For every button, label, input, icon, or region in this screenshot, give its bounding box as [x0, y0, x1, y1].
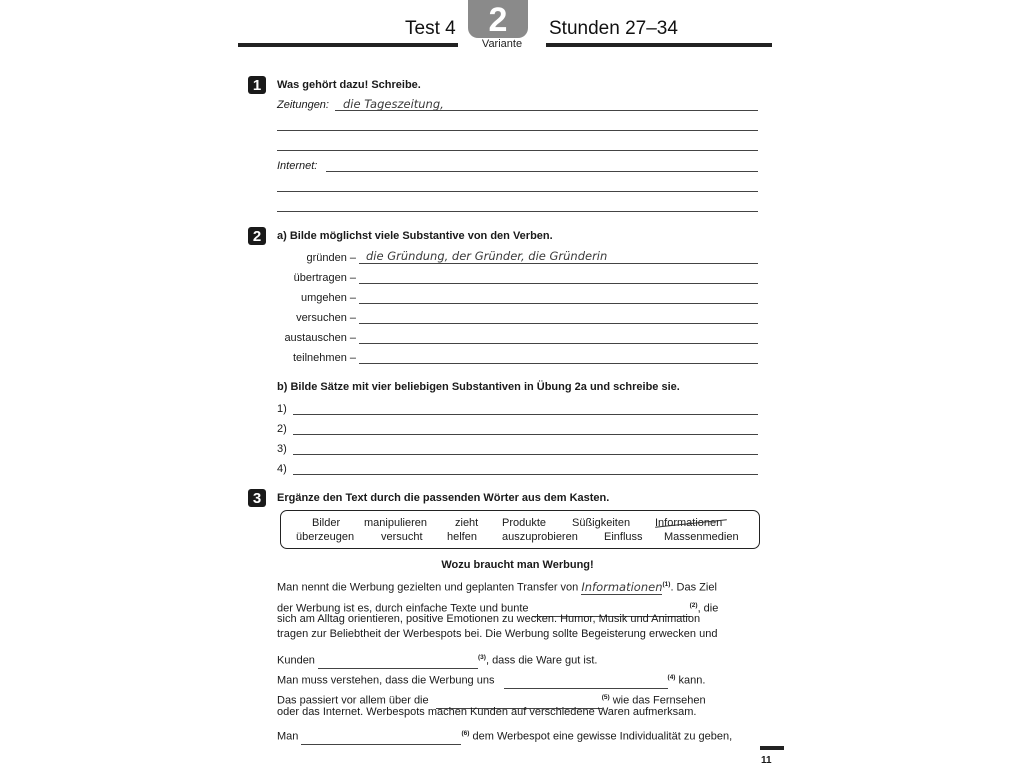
answer-line[interactable] [326, 171, 758, 172]
task-3-number: 3 [248, 489, 266, 507]
answer-line[interactable] [277, 130, 758, 131]
hours-label: Stunden 27–34 [549, 18, 678, 39]
variant-label: Variante [481, 38, 523, 50]
page-number-rule [760, 746, 784, 750]
word-box-item: auszuprobieren [502, 531, 578, 543]
verb-answer: die Gründung, der Gründer, die Gründerin [366, 249, 608, 263]
text-line: Man muss verstehen, dass die Werbung uns $^{(4)}$ kann. [277, 671, 705, 689]
answer-line[interactable] [359, 343, 758, 344]
verb-label: umgehen – [300, 292, 356, 304]
answer-line[interactable] [277, 150, 758, 151]
text-line: Man nennt die Werbung gezielten und geplanten Transfer von Informationen$^{(1)}$. Das Ziel [277, 579, 717, 594]
answer-line[interactable] [293, 474, 758, 475]
task-3-heading: Ergänze den Text durch die passenden Wörter aus dem Kasten. [277, 492, 610, 504]
verb-label: gründen – [306, 252, 356, 264]
text-line: Das passiert vor allem über die $^{(5)}$ wie das Fernsehen [277, 691, 706, 709]
verb-label: versuchen – [296, 312, 356, 324]
sentence-number: 3) [277, 443, 287, 455]
answer-line[interactable] [359, 263, 758, 264]
text-line: Man $^{(6)}$ dem Werbespot eine gewisse Individualität zu geben, [277, 727, 732, 745]
task-1-heading: Was gehört dazu! Schreibe. [277, 79, 421, 91]
page-number: 11 [761, 755, 772, 766]
text-line: sich am Alltag orientieren, positive Emotionen zu wecken. Humor, Musik und Animation [277, 613, 701, 625]
word-box-item: Bilder [312, 517, 341, 529]
task-1-number: 1 [248, 76, 266, 94]
answer-line[interactable] [277, 191, 758, 192]
text-line: der Werbung ist es, durch einfache Texte und bunte $^{(2)}$, die [277, 599, 758, 617]
word-box-item: zieht [455, 517, 479, 529]
internet-label: Internet: [277, 160, 318, 172]
text-line: Kunden $^{(3)}$, dass die Ware gut ist. [277, 651, 597, 669]
sentence-number: 2) [277, 423, 287, 435]
zeitungen-answer: die Tageszeitung, [343, 97, 444, 111]
sentence-number: 1) [277, 403, 287, 415]
header-rule-right [546, 43, 772, 47]
verb-label: übertragen – [293, 272, 356, 284]
verb-label: teilnehmen – [293, 352, 356, 364]
gap-line[interactable] [301, 731, 461, 746]
word-box-item: überzeugen [296, 531, 355, 543]
text-line: tragen zur Beliebtheit der Werbespots bei. Die Werbung sollte Begeisterung erwecken und [277, 628, 718, 640]
answer-line[interactable] [359, 303, 758, 304]
answer-line[interactable] [359, 323, 758, 324]
answer-line[interactable] [335, 110, 758, 111]
answer-line[interactable] [277, 211, 758, 212]
gap-answer: Informationen [581, 579, 663, 594]
task-2-number: 2 [248, 227, 266, 245]
word-box-item: Süßigkeiten [572, 517, 631, 529]
word-box-item: manipulieren [364, 517, 427, 529]
gap-line[interactable] [504, 675, 668, 690]
answer-line[interactable] [293, 454, 758, 455]
answer-line[interactable] [359, 283, 758, 284]
word-box-item: Einfluss [604, 531, 643, 543]
word-box-item: versucht [381, 531, 423, 543]
header-rule-left [238, 43, 458, 47]
sentence-number: 4) [277, 463, 287, 475]
word-box [280, 510, 760, 549]
variant-badge: 2 [468, 0, 528, 38]
word-box-item: Massenmedien [664, 531, 739, 543]
answer-line[interactable] [293, 434, 758, 435]
task-2a-heading: a) Bilde möglichst viele Substantive von den Verben. [277, 230, 553, 242]
verb-label: austauschen – [284, 332, 356, 344]
answer-line[interactable] [359, 363, 758, 364]
gap-line[interactable] [318, 655, 478, 670]
test-label: Test 4 [405, 18, 456, 39]
task-2b-heading: b) Bilde Sätze mit vier beliebigen Substantiven in Übung 2a und schreibe sie. [277, 381, 680, 393]
answer-line[interactable] [293, 414, 758, 415]
word-box-item: Informationen [655, 517, 723, 529]
word-box-item: Produkte [502, 517, 547, 529]
word-box-item: helfen [447, 531, 477, 543]
text-line: oder das Internet. Werbespots machen Kunden auf verschiedene Waren aufmerksam. [277, 706, 697, 718]
text-title: Wozu braucht man Werbung! [441, 559, 594, 571]
zeitungen-label: Zeitungen: [277, 99, 329, 111]
